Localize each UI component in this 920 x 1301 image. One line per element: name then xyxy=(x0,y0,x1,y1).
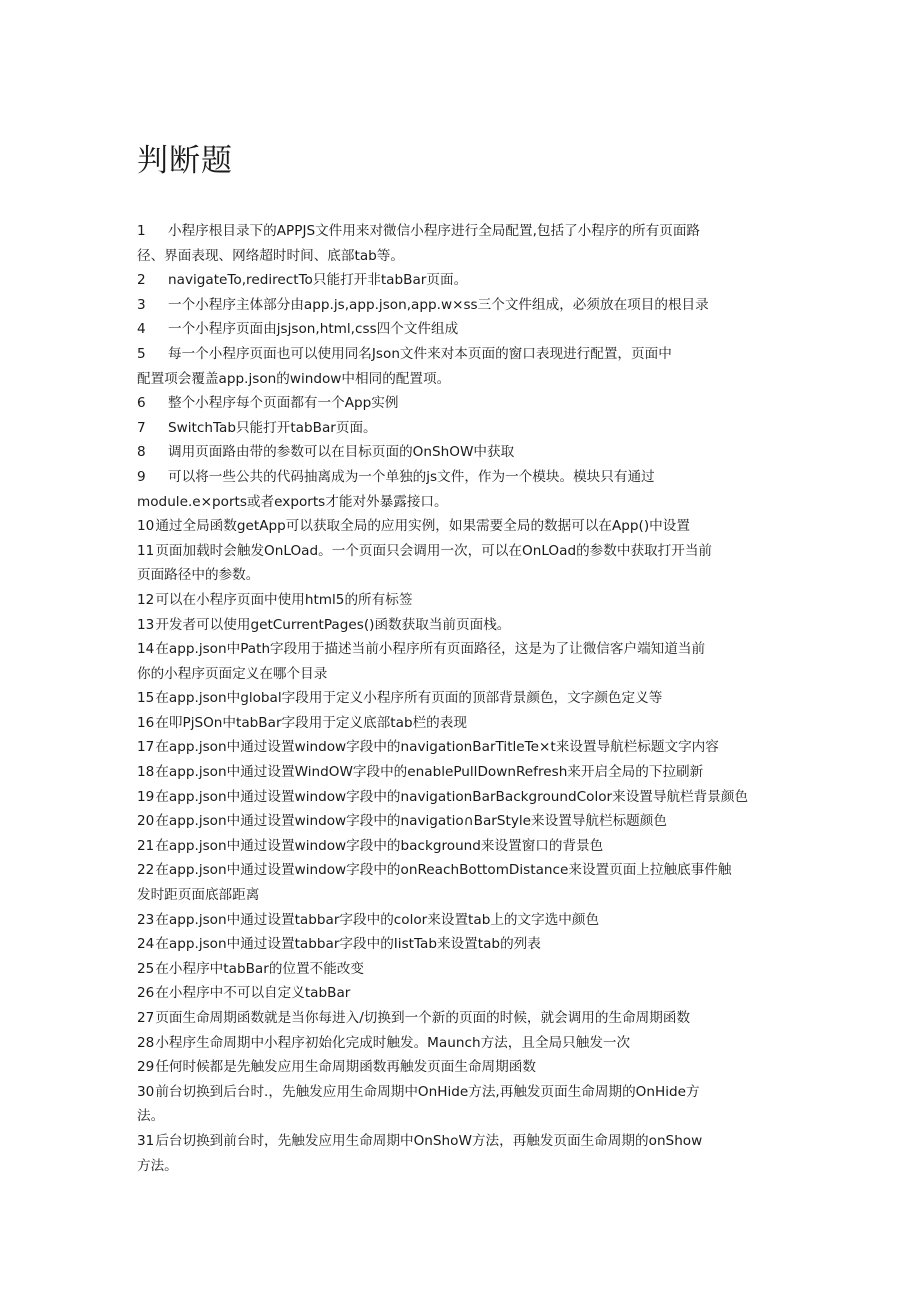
question-text: 页面生命周期函数就是当你每进入/切换到一个新的页面的时候，就会调用的生命周期函数 xyxy=(155,1010,691,1026)
question-number: 27 xyxy=(137,1010,155,1026)
question-number: 25 xyxy=(137,960,155,977)
question-item xyxy=(137,1055,785,1080)
question-list xyxy=(137,219,785,1178)
question-text: 任何时候都是先触发应用生命周期函数再触发页面生命周期函数 xyxy=(155,1059,536,1076)
question-item xyxy=(137,1129,785,1154)
question-continuation: 你的小程序页面定义在哪个目录 xyxy=(137,665,328,682)
question-item xyxy=(137,908,785,933)
question-text: 开发者可以使用getCurrentPages()函数获取当前页面栈。 xyxy=(155,616,511,633)
question-number: 16 xyxy=(137,714,155,731)
question-text: 在app.json中Path字段用于描述当前小程序所有页面路径，这是为了让微信客户端知道当前 xyxy=(155,641,706,658)
question-text-line: 小程序根目录下的APPJS文件用来对微信小程序进行全局配置,包括了小程序的所有页面路 xyxy=(168,223,701,239)
question-text: SwitchTab只能打开tabBar页面。 xyxy=(168,419,377,436)
question-continuation: module.e×ports或者exports才能对外暴露接口。 xyxy=(137,493,448,510)
question-item xyxy=(137,440,785,465)
question-number: 20 xyxy=(137,813,155,830)
question-text: 在app.json中通过设置tabbar字段中的color来设置tab上的文字选中颜色 xyxy=(155,911,600,928)
question-number: 13 xyxy=(137,616,155,633)
question-number: 14 xyxy=(137,641,155,658)
question-text: 在app.json中通过设置window字段中的navigationBarBackgroundColor来设置导航栏背景颜色 xyxy=(155,788,749,805)
question-number: 7 xyxy=(137,419,146,436)
question-text: 页面加载时会触发OnLOad。一个页面只会调用一次，可以在OnLOad的参数中获取打开当前 xyxy=(155,542,713,559)
question-number: 24 xyxy=(137,936,155,953)
question-item xyxy=(137,514,785,539)
question-number: 31 xyxy=(137,1132,155,1149)
question-text: 整个小程序每个页面都有一个App实例 xyxy=(168,395,399,412)
question-text: 在app.json中通过设置window字段中的background来设置窗口的背景色 xyxy=(155,837,604,854)
question-item xyxy=(137,760,785,785)
question-continuation: 发时距页面底部距离 xyxy=(137,887,260,904)
question-item xyxy=(137,834,785,859)
question-continuation: 径、界面表现、网络超时时间、底部tab等。 xyxy=(137,247,404,264)
question-item xyxy=(137,219,785,244)
question-item xyxy=(137,465,785,490)
question-text xyxy=(168,219,785,244)
question-number: 5 xyxy=(137,345,146,362)
question-number: 15 xyxy=(137,690,155,707)
question-item xyxy=(137,735,785,760)
question-number: 17 xyxy=(137,739,155,756)
question-text: 在app.json中通过设置window字段中的navigatio∩BarStyle来设置导航栏标题颜色 xyxy=(155,813,667,830)
question-number: 4 xyxy=(137,321,146,338)
question-item xyxy=(137,268,785,293)
question-item xyxy=(137,342,785,367)
question-continuation: 页面路径中的参数。 xyxy=(137,567,260,584)
question-number: 12 xyxy=(137,591,155,608)
question-number: 8 xyxy=(137,444,146,461)
question-item xyxy=(137,981,785,1006)
question-item xyxy=(137,711,785,736)
question-item xyxy=(137,637,785,662)
question-text: 可以将一些公共的代码抽离成为一个单独的js文件，作为一个模块。模块只有通过 xyxy=(168,468,655,485)
question-text: 在app.json中通过设置WindOW字段中的enablePullDownRefresh来开启全局的下拉刷新 xyxy=(155,764,704,781)
question-number: 2 xyxy=(137,272,146,289)
question-number: 19 xyxy=(137,788,155,805)
question-item xyxy=(137,293,785,318)
question-number: 6 xyxy=(137,395,146,412)
question-text: 在小程序中不可以自定义tabBar xyxy=(155,985,351,1002)
question-number: 3 xyxy=(137,296,146,313)
question-text: 前台切换到后台时.，先触发应用生命周期中OnHide方法,再触发页面生命周期的OnHide方 xyxy=(155,1083,700,1100)
question-number: 10 xyxy=(137,518,155,535)
question-number: 23 xyxy=(137,911,155,928)
question-item xyxy=(137,858,785,883)
question-item xyxy=(137,539,785,564)
question-continuation: 法。 xyxy=(137,1108,165,1125)
question-number: 11 xyxy=(137,542,155,559)
question-text: 在app.json中通过设置window字段中的navigationBarTitleTe×t来设置导航栏标题文字内容 xyxy=(155,739,719,756)
question-item xyxy=(137,588,785,613)
question-number: 30 xyxy=(137,1083,155,1100)
question-text: 在app.json中通过设置tabbar字段中的IistTab来设置tab的列表 xyxy=(155,936,541,953)
question-number: 26 xyxy=(137,985,155,1002)
question-text: navigateTo,redirectTo只能打开非tabBar页面。 xyxy=(168,272,468,289)
question-text: 小程序生命周期中小程序初始化完成时触发。Maunch方法，且全局只触发一次 xyxy=(155,1034,631,1051)
page-title: 判断题 xyxy=(137,143,233,179)
question-text: 一个小程序页面由jsjson,html,css四个文件组成 xyxy=(168,321,459,338)
question-number: 1 xyxy=(137,223,146,239)
question-text: 通过全局函数getApp可以获取全局的应用实例，如果需要全局的数据可以在App()中设置 xyxy=(155,518,690,535)
question-text: 在app.json中通过设置window字段中的onReachBottomDistance来设置页面上拉触底事件触 xyxy=(155,862,732,879)
question-item xyxy=(137,809,785,834)
question-continuation: 配置项会覆盖app.json的window中相同的配置项。 xyxy=(137,370,451,387)
question-number: 21 xyxy=(137,837,155,854)
question-number: 22 xyxy=(137,862,155,879)
question-item xyxy=(137,613,785,638)
question-item xyxy=(137,686,785,711)
question-number: 18 xyxy=(137,764,155,781)
question-item xyxy=(137,785,785,810)
question-continuation: 方法。 xyxy=(137,1157,178,1174)
question-number: 28 xyxy=(137,1034,155,1051)
question-item xyxy=(137,932,785,957)
question-text: 调用页面路由带的参数可以在目标页面的OnShOW中获取 xyxy=(168,444,515,461)
question-text: 可以在小程序页面中使用html5的所有标签 xyxy=(155,591,413,608)
question-text: 在小程序中tabBar的位置不能改变 xyxy=(155,960,364,977)
question-item xyxy=(137,391,785,416)
question-item xyxy=(137,957,785,982)
question-item xyxy=(137,1080,785,1105)
question-item xyxy=(137,416,785,441)
question-number: 9 xyxy=(137,468,146,485)
question-item xyxy=(137,317,785,342)
question-item xyxy=(137,1031,785,1056)
question-text: 在app.json中global字段用于定义小程序所有页面的顶部背景颜色，文字颜色定义等 xyxy=(155,690,663,707)
question-item xyxy=(137,1006,785,1031)
question-text: 后台切换到前台时，先触发应用生命周期中OnShoW方法，再触发页面生命周期的onShow xyxy=(155,1132,703,1149)
question-number: 29 xyxy=(137,1059,155,1076)
question-text: 一个小程序主体部分由app.js,app.json,app.w×ss三个文件组成，必须放在项目的根目录 xyxy=(168,296,709,313)
question-text: 在叩PjSOn中tabBar字段用于定义底部tab栏的表现 xyxy=(155,714,467,731)
question-text: 每一个小程序页面也可以使用同名Json文件来对本页面的窗口表现进行配置，页面中 xyxy=(168,345,672,362)
